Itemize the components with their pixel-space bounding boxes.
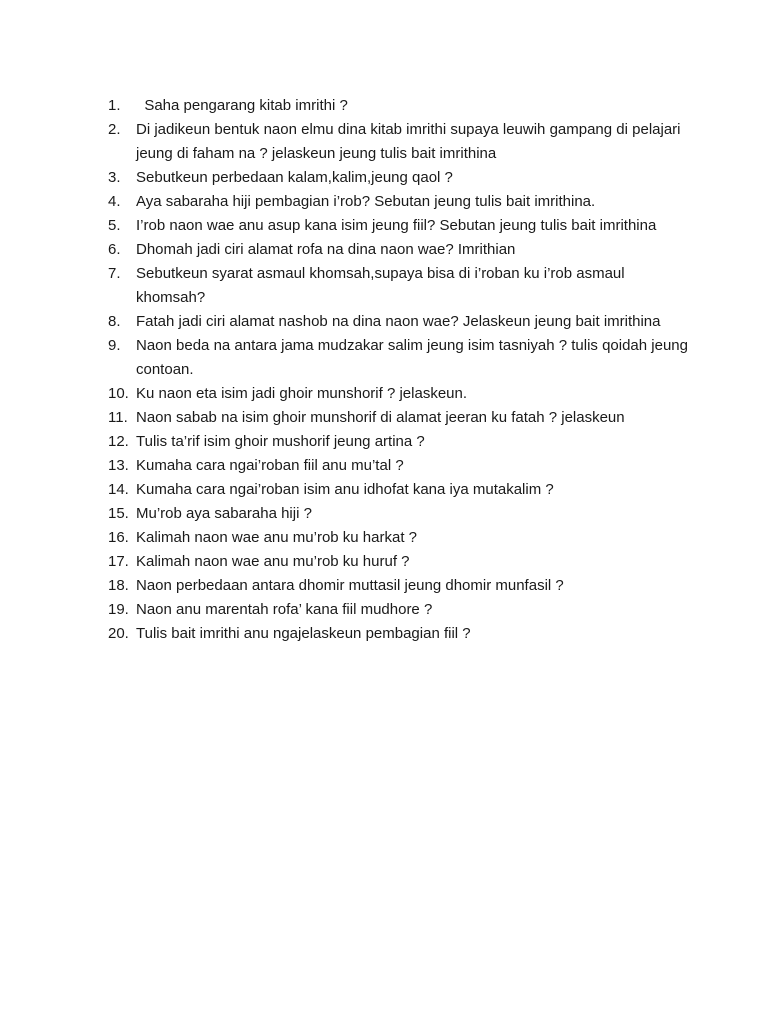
list-item xyxy=(108,430,688,454)
list-item xyxy=(108,94,688,118)
list-item xyxy=(108,622,688,646)
question-text: Saha pengarang kitab imrithi ? xyxy=(136,97,348,114)
question-number: 9. xyxy=(108,337,121,354)
question-number: 10. xyxy=(108,385,129,402)
question-number: 12. xyxy=(108,433,129,450)
list-item xyxy=(108,526,688,550)
question-text: Kalimah naon wae anu mu’rob ku harkat ? xyxy=(136,529,418,546)
question-number: 15. xyxy=(108,505,129,522)
question-number: 16. xyxy=(108,529,129,546)
list-item xyxy=(108,214,688,238)
list-item xyxy=(108,334,688,382)
list-item xyxy=(108,262,688,310)
list-item xyxy=(108,454,688,478)
question-text: Kumaha cara ngai’roban fiil anu mu’tal ? xyxy=(136,457,404,474)
question-text: Sebutkeun perbedaan kalam,kalim,jeung qaol ? xyxy=(136,169,453,186)
question-text: Kumaha cara ngai’roban isim anu idhofat kana iya mutakalim ? xyxy=(136,481,554,498)
list-item xyxy=(108,478,688,502)
question-text: Naon perbedaan antara dhomir muttasil jeung dhomir munfasil ? xyxy=(136,577,564,594)
question-text: Aya sabaraha hiji pembagian i’rob? Sebutan jeung tulis bait imrithina. xyxy=(136,193,596,210)
question-text: Naon sabab na isim ghoir munshorif di alamat jeeran ku fatah ? jelaskeun xyxy=(136,409,625,426)
question-text: Dhomah jadi ciri alamat rofa na dina naon wae? Imrithian xyxy=(136,241,516,258)
question-text: Fatah jadi ciri alamat nashob na dina naon wae? Jelaskeun jeung bait imrithina xyxy=(136,313,661,330)
question-number: 20. xyxy=(108,625,129,642)
list-item xyxy=(108,502,688,526)
list-item xyxy=(108,406,688,430)
question-number: 11. xyxy=(108,409,128,426)
question-text: Tulis bait imrithi anu ngajelaskeun pembagian fiil ? xyxy=(136,625,471,642)
question-text: Ku naon eta isim jadi ghoir munshorif ? jelaskeun. xyxy=(136,385,468,402)
list-item xyxy=(108,118,688,166)
question-number: 1. xyxy=(108,97,121,114)
list-item xyxy=(108,574,688,598)
question-text: Naon beda na antara jama mudzakar salim jeung isim tasniyah ? tulis qoidah jeung contoan. xyxy=(136,337,688,378)
question-number: 19. xyxy=(108,601,129,618)
question-text: Tulis ta’rif isim ghoir mushorif jeung artina ? xyxy=(136,433,425,450)
question-number: 17. xyxy=(108,553,129,570)
question-text: I’rob naon wae anu asup kana isim jeung fiil? Sebutan jeung tulis bait imrithina xyxy=(136,217,657,234)
question-text: Naon anu marentah rofa’ kana fiil mudhore ? xyxy=(136,601,433,618)
question-number: 14. xyxy=(108,481,129,498)
list-item xyxy=(108,190,688,214)
list-item xyxy=(108,238,688,262)
list-item xyxy=(108,382,688,406)
question-number: 7. xyxy=(108,265,121,282)
list-item xyxy=(108,166,688,190)
question-text: Di jadikeun bentuk naon elmu dina kitab imrithi supaya leuwih gampang di pelajari jeung di faham na ? jelaskeun jeung tulis bait imrithina xyxy=(136,121,681,162)
question-number: 18. xyxy=(108,577,129,594)
list-item xyxy=(108,550,688,574)
question-number: 13. xyxy=(108,457,129,474)
list-item xyxy=(108,310,688,334)
question-text: Kalimah naon wae anu mu’rob ku huruf ? xyxy=(136,553,410,570)
question-number: 5. xyxy=(108,217,121,234)
question-number: 4. xyxy=(108,193,121,210)
question-text: Mu’rob aya sabaraha hiji ? xyxy=(136,505,312,522)
question-number: 2. xyxy=(108,121,121,138)
question-number: 6. xyxy=(108,241,121,258)
question-text: Sebutkeun syarat asmaul khomsah,supaya bisa di i’roban ku i’rob asmaul khomsah? xyxy=(136,265,625,306)
question-list xyxy=(108,94,688,646)
question-number: 3. xyxy=(108,169,121,186)
question-number: 8. xyxy=(108,313,121,330)
list-item xyxy=(108,598,688,622)
